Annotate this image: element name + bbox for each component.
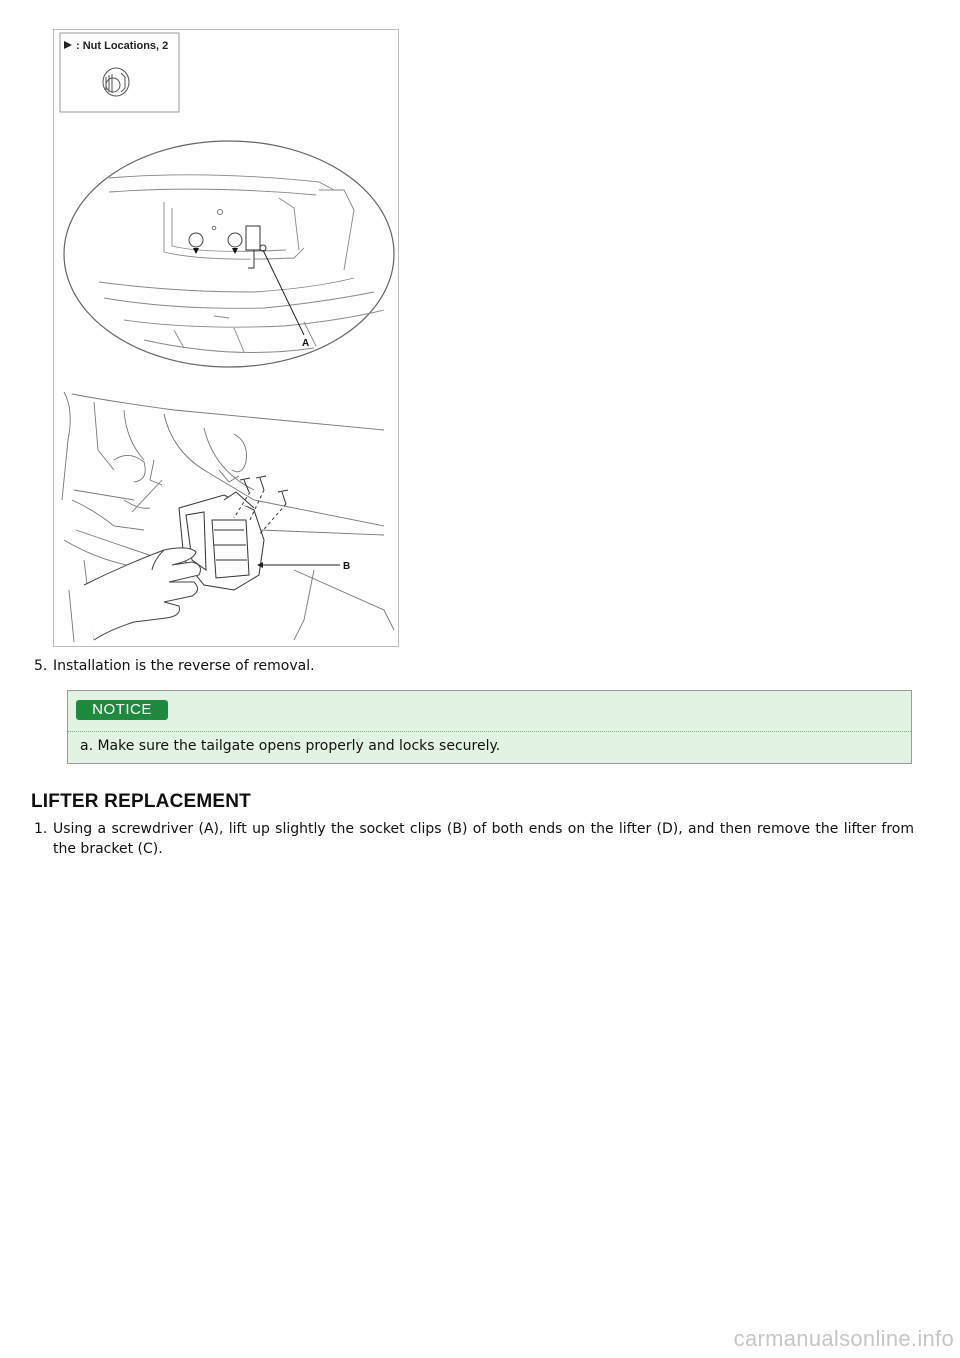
callout-b: B xyxy=(343,561,351,572)
hand-illustration xyxy=(84,548,200,640)
section-heading: LIFTER REPLACEMENT xyxy=(31,791,251,812)
step-1-number: 1. xyxy=(34,821,48,837)
step-1 xyxy=(34,819,914,859)
technical-illustration xyxy=(53,29,399,647)
legend-label: : Nut Locations, 2 xyxy=(76,40,169,52)
notice-item: a. Make sure the tailgate opens properly and locks securely. xyxy=(80,738,501,754)
notice-divider xyxy=(68,731,911,732)
legend-box xyxy=(60,33,179,112)
notice-badge: NOTICE xyxy=(76,700,168,720)
step-5-text: Installation is the reverse of removal. xyxy=(53,658,315,674)
step-1-text: Using a screwdriver (A), lift up slightly the socket clips (B) of both ends on the lifter (D), and then remove the lifter from the bracket (C). xyxy=(53,821,914,857)
zoom-detail-circle xyxy=(64,141,394,367)
step-5 xyxy=(34,657,315,675)
watermark: carmanualsonline.info xyxy=(733,1326,954,1351)
notice-box xyxy=(67,690,912,764)
callout-a: A xyxy=(302,338,310,349)
step-5-number: 5. xyxy=(34,658,48,674)
